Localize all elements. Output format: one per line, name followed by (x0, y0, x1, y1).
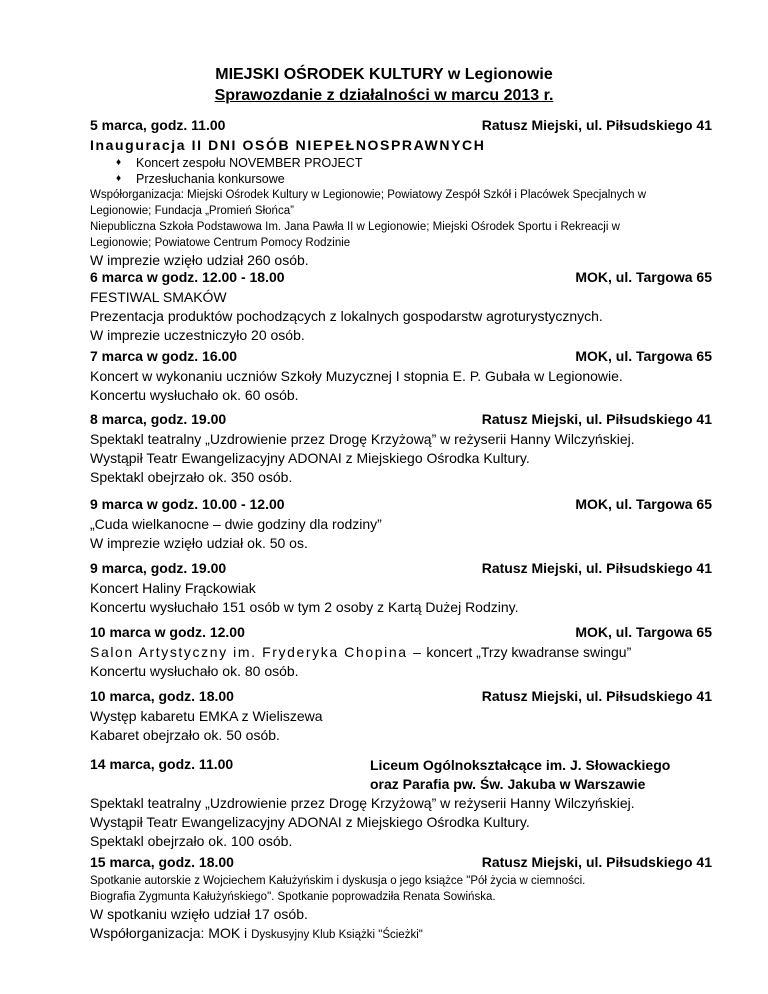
event-note: Biografia Zygmunta Kałużyńskiego". Spotkanie poprowadziła Renata Sowińska. (90, 891, 496, 903)
event-line: Wystąpił Teatr Ewangelizacyjny ADONAI z Miejskiego Ośrodka Kultury. (90, 450, 530, 466)
event-date: 15 marca, godz. 18.00 (90, 854, 234, 870)
event-10-march-noon (90, 624, 712, 681)
event-note: Legionowie; Powiatowe Centrum Pomocy Rodzinie (90, 237, 351, 249)
event-line: Występ kabaretu EMKA z Wieliszewa (90, 708, 323, 724)
event-date: 6 marca w godz. 12.00 - 18.00 (90, 269, 285, 285)
event-line: W imprezie wzięło udział ok. 50 os. (90, 535, 308, 551)
event-9-march-morning (90, 496, 712, 553)
event-date: 9 marca w godz. 10.00 - 12.00 (90, 496, 285, 512)
event-date: 5 marca, godz. 11.00 (90, 117, 226, 133)
event-date: 14 marca, godz. 11.00 (90, 756, 234, 772)
event-line: Prezentacja produktów pochodzących z lokalnych gospodarstw agroturystycznych. (90, 308, 603, 324)
event-summary: W spotkaniu wzięło udział 17 osób. (90, 906, 308, 922)
document-subtitle: Sprawozdanie z działalności w marcu 2013 r. (214, 87, 554, 104)
event-line: Kabaret obejrzało ok. 50 osób. (90, 727, 280, 743)
event-note: Niepubliczna Szkoła Podstawowa Im. Jana Pawła II w Legionowie; Miejski Ośrodek Sportu i Rekreacji w (90, 221, 620, 233)
event-10-march-evening (90, 688, 712, 745)
event-place: MOK, ul. Targowa 65 (575, 348, 712, 364)
event-line: Koncert Haliny Frąckowiak (90, 580, 256, 596)
event-6-march (90, 269, 712, 345)
event-line: FESTIWAL SMAKÓW (90, 289, 227, 305)
event-line: Spektakl obejrzało ok. 350 osób. (90, 469, 293, 485)
event-line: Koncertu wysłuchało 151 osób w tym 2 osoby z Kartą Dużej Rodziny. (90, 599, 519, 615)
bullet-item: ♦ Koncert zespołu NOVEMBER PROJECT (116, 156, 363, 170)
document-title: MIEJSKI OŚRODEK KULTURY w Legionowie (215, 66, 553, 83)
event-date: 10 marca w godz. 12.00 (90, 624, 245, 640)
event-date: 10 marca, godz. 18.00 (90, 688, 234, 704)
event-14-march (90, 756, 712, 851)
event-place: Liceum Ogólnokształcące im. J. Słowackiego oraz Parafia pw. Św. Jakuba w Warszawie (370, 757, 671, 792)
event-place: MOK, ul. Targowa 65 (575, 269, 712, 285)
event-place: Ratusz Miejski, ul. Piłsudskiego 41 (481, 688, 712, 704)
event-15-march (90, 854, 712, 943)
event-line: Spektakl obejrzało ok. 100 osób. (90, 833, 293, 849)
event-summary: W imprezie wzięło udział 260 osób. (90, 252, 309, 268)
diamond-bullet-icon: ♦ (116, 157, 122, 168)
event-7-march (90, 348, 712, 405)
event-place: Ratusz Miejski, ul. Piłsudskiego 41 (481, 560, 712, 576)
event-9-march-evening (90, 560, 712, 617)
bullet-item: ♦ Przesłuchania konkursowe (116, 172, 285, 186)
event-place: Ratusz Miejski, ul. Piłsudskiego 41 (481, 411, 712, 427)
event-5-march (90, 117, 712, 270)
event-note: Spotkanie autorskie z Wojciechem Kałużyńskim i dyskusja o jego książce "Pół życia w ciemności. (90, 875, 586, 887)
event-title: Inauguracja II DNI OSÓB NIEPEŁNOSPRAWNYCH (90, 137, 486, 153)
event-coorganizers: Współorganizacja: MOK i Dyskusyjny Klub Książki "Ścieżki" (90, 925, 423, 941)
salon-concert: koncert „Trzy kwadranse swingu” (422, 644, 632, 660)
event-date: 9 marca, godz. 19.00 (90, 560, 227, 576)
event-place: Ratusz Miejski, ul. Piłsudskiego 41 (481, 854, 712, 870)
event-note: Współorganizacja: Miejski Ośrodek Kultury w Legionowie; Powiatowy Zespół Szkół i Placówek Specjalnych w (90, 189, 647, 201)
diamond-bullet-icon: ♦ (116, 173, 122, 184)
event-date: 8 marca, godz. 19.00 (90, 411, 227, 427)
event-line: Koncert w wykonaniu uczniów Szkoły Muzycznej I stopnia E. P. Gubała w Legionowie. (90, 368, 623, 384)
event-date: 7 marca w godz. 16.00 (90, 348, 238, 364)
event-place: MOK, ul. Targowa 65 (575, 496, 712, 512)
event-line: Spektakl teatralny „Uzdrowienie przez Drogę Krzyżową” w reżyserii Hanny Wilczyńskiej. (90, 431, 635, 447)
event-place: MOK, ul. Targowa 65 (575, 624, 712, 640)
event-8-march (90, 411, 712, 487)
event-place: Ratusz Miejski, ul. Piłsudskiego 41 (481, 117, 712, 133)
event-line: Spektakl teatralny „Uzdrowienie przez Drogę Krzyżową” w reżyserii Hanny Wilczyńskiej. (90, 795, 635, 811)
event-salon-line (90, 643, 712, 662)
event-line: „Cuda wielkanocne – dwie godziny dla rodziny” (90, 516, 382, 532)
event-line: W imprezie uczestniczyło 20 osób. (90, 327, 305, 343)
event-note: Legionowie; Fundacja „Promień Słońca” (90, 205, 294, 217)
event-line: Wystąpił Teatr Ewangelizacyjny ADONAI z Miejskiego Ośrodka Kultury. (90, 814, 530, 830)
salon-name: Salon Artystyczny im. Fryderyka Chopina – (90, 644, 423, 660)
event-line: Koncertu wysłuchało ok. 60 osób. (90, 387, 299, 403)
event-line: Koncertu wysłuchało ok. 80 osób. (90, 663, 299, 679)
